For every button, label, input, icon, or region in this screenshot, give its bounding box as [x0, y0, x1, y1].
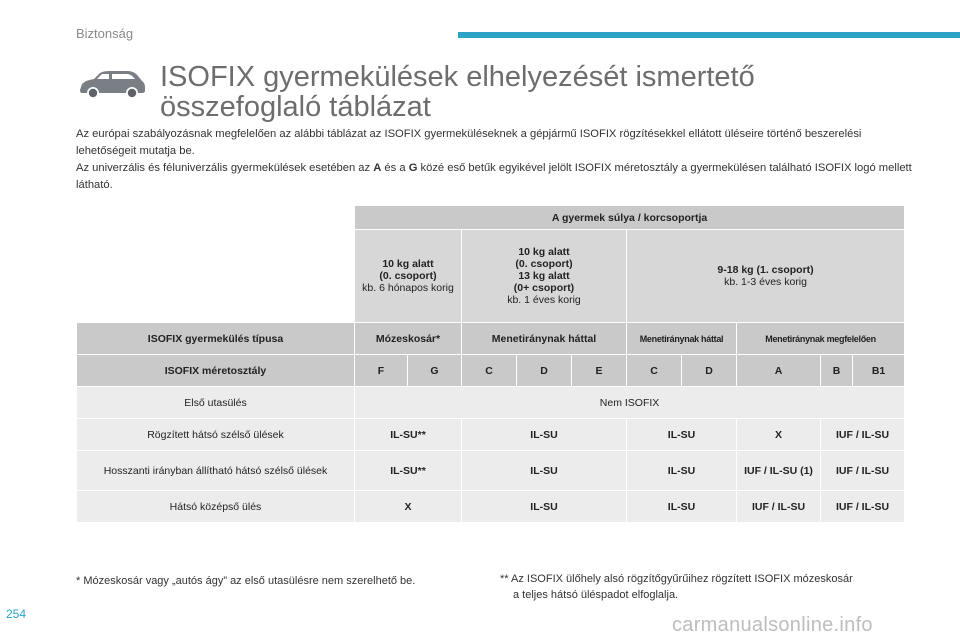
table-row — [77, 419, 905, 451]
group-0-cell — [355, 230, 462, 323]
isofix-table — [76, 205, 905, 523]
group-0plus-weight-1: 10 kg alatt — [518, 246, 570, 258]
empty-corner — [77, 230, 355, 323]
page-number: 254 — [6, 607, 27, 621]
seat-value: IL-SU — [627, 491, 737, 523]
seat-value: X — [355, 491, 462, 523]
letter-a: A — [373, 162, 382, 174]
seat-value: IUF / IL-SU — [737, 491, 821, 523]
empty-corner — [77, 206, 355, 230]
intro-text — [76, 126, 916, 194]
type-forward-facing: Menetiránynak megfelelően — [737, 323, 905, 355]
group-0-weight: 10 kg alatt — [382, 258, 434, 270]
seat-value: IUF / IL-SU — [821, 419, 905, 451]
seat-value-merged: Nem ISOFIX — [355, 387, 905, 419]
size-class: C — [462, 355, 517, 387]
watermark: carmanualsonline.info — [672, 614, 873, 636]
seat-value: IUF / IL-SU — [821, 491, 905, 523]
intro-paragraph-1: Az európai szabályozásnak megfelelően az alábbi táblázat az ISOFIX gyermeküléseknek a gépjármű ISOFIX rögzítésekkel ellátott üléseire történő beszerelési lehetőségeit mutatja be. — [76, 128, 862, 157]
group-0-name: (0. csoport) — [379, 270, 437, 282]
seat-value: IL-SU — [627, 451, 737, 491]
group-0plus-age: kb. 1 éves korig — [507, 294, 581, 306]
intro-paragraph-2 — [76, 160, 916, 194]
group-0plus-cell — [462, 230, 627, 323]
type-rear-facing-small: Menetiránynak háttal — [627, 323, 737, 355]
type-mozeskosar — [355, 323, 462, 355]
seat-value: IL-SU — [627, 419, 737, 451]
footnote-1: * Mózeskosár vagy „autós ágy” az első utasülésre nem szerelhető be. — [76, 575, 416, 587]
size-class: D — [517, 355, 572, 387]
seat-label: Első utasülés — [77, 387, 355, 419]
car-icon — [76, 64, 148, 104]
seat-value: IUF / IL-SU (1) — [737, 451, 821, 491]
type-rear-facing: Menetiránynak háttal — [462, 323, 627, 355]
intro-text-part: és a — [381, 162, 409, 174]
group-0-age: kb. 6 hónapos korig — [362, 282, 454, 294]
group-1-age: kb. 1-3 éves korig — [724, 276, 807, 288]
seat-value: X — [737, 419, 821, 451]
footnote-2-line-1: ** Az ISOFIX ülőhely alsó rögzítőgyűrűihez rögzített ISOFIX mózeskosár — [500, 573, 853, 585]
title-line-2: összefoglaló táblázat — [160, 91, 431, 123]
seat-value: IL-SU — [462, 419, 627, 451]
table-row — [77, 491, 905, 523]
intro-text-part: Az univerzális és féluniverzális gyermekülések esetében az — [76, 162, 374, 174]
weight-group-header: A gyermek súlya / korcsoportja — [355, 206, 905, 230]
size-class: A — [737, 355, 821, 387]
size-row-label: ISOFIX méretosztály — [77, 355, 355, 387]
table-row — [77, 387, 905, 419]
seat-label: Hosszanti irányban állítható hátsó szélső ülések — [77, 451, 355, 491]
page-title — [160, 62, 755, 122]
seat-value: IL-SU — [462, 451, 627, 491]
size-class: B1 — [853, 355, 905, 387]
intro-text-part: közé eső betűk egyikével jelölt ISOFIX méretosztály a gyermekülésen található ISOFIX logó mellett látható. — [76, 162, 912, 191]
table-row — [77, 451, 905, 491]
mozeskosar-label: Mózeskosár — [375, 332, 436, 345]
size-class: C — [627, 355, 682, 387]
title-line-1: ISOFIX gyermekülések elhelyezését ismertető — [160, 61, 755, 93]
seat-value: IUF / IL-SU — [821, 451, 905, 491]
section-label: Biztonság — [76, 26, 134, 41]
seat-value: IL-SU** — [355, 451, 462, 491]
size-class: E — [572, 355, 627, 387]
type-row-label: ISOFIX gyermekülés típusa — [77, 323, 355, 355]
footnote-2-line-2: a teljes hátsó üléspadot elfoglalja. — [513, 589, 679, 601]
size-class: F — [355, 355, 408, 387]
group-0plus-weight-2: 13 kg alatt — [518, 270, 570, 282]
size-class: G — [408, 355, 462, 387]
group-0plus-name-1: (0. csoport) — [515, 258, 573, 270]
size-class: D — [682, 355, 737, 387]
size-class: B — [821, 355, 853, 387]
seat-label: Hátsó középső ülés — [77, 491, 355, 523]
footnote-2 — [500, 571, 910, 603]
seat-value: IL-SU** — [355, 419, 462, 451]
letter-g: G — [408, 162, 418, 174]
group-1-weight: 9-18 kg (1. csoport) — [717, 264, 814, 276]
footnote-star: * — [436, 332, 441, 345]
accent-bar — [458, 32, 960, 38]
group-1-cell — [627, 230, 905, 323]
seat-label: Rögzített hátsó szélső ülések — [77, 419, 355, 451]
group-0plus-name-2: (0+ csoport) — [513, 282, 575, 294]
seat-value: IL-SU — [462, 491, 627, 523]
